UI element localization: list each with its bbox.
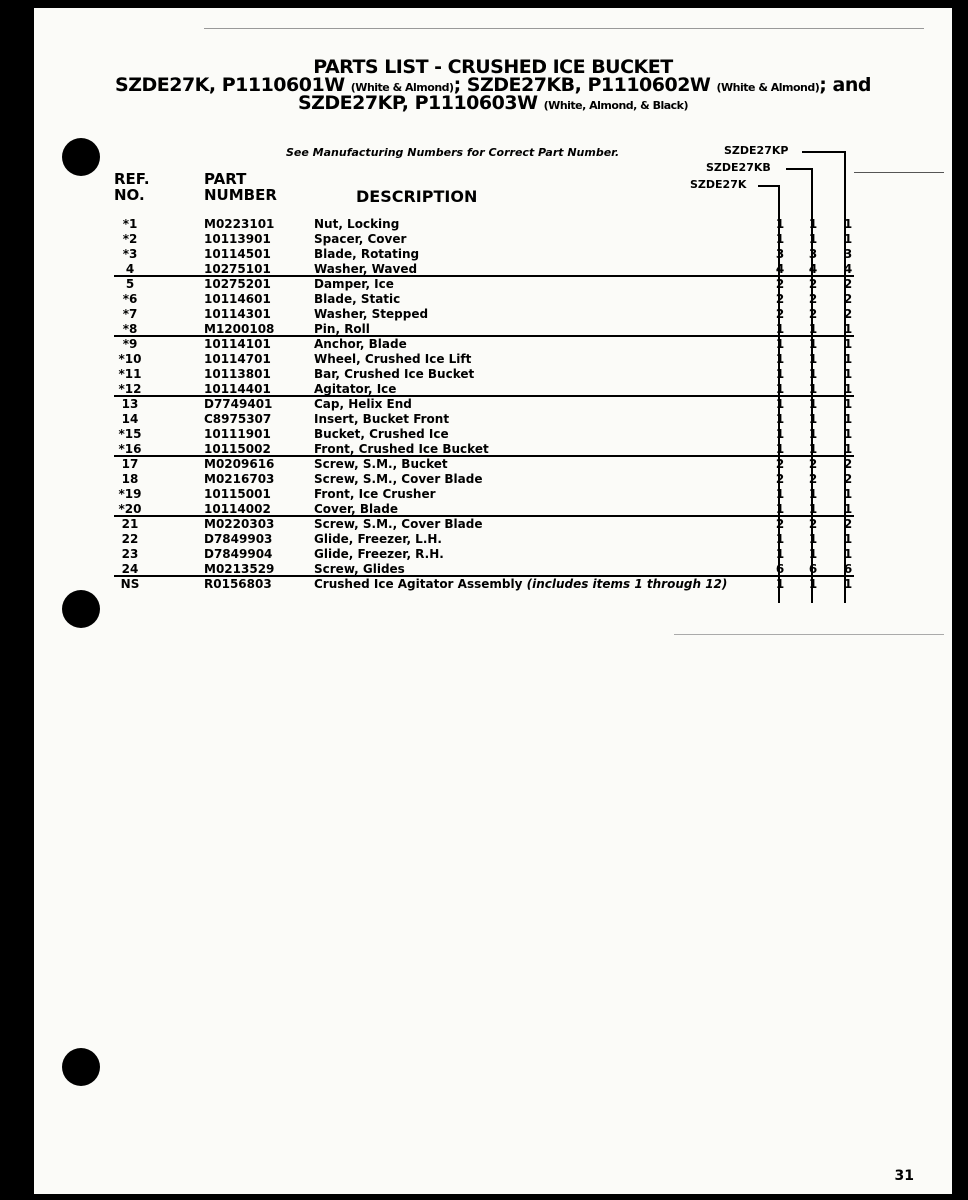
model-leader [758, 185, 780, 187]
ref-no-cell: *12 [118, 382, 142, 396]
qty-szde27kp-cell: 1 [843, 217, 853, 231]
qty-szde27k-cell: 3 [775, 247, 785, 261]
table-row [114, 322, 854, 337]
ref-no-cell: *6 [122, 292, 138, 306]
ref-no-cell: *8 [122, 322, 138, 336]
qty-szde27kp-cell: 1 [843, 367, 853, 381]
description-cell: Screw, S.M., Bucket [314, 457, 448, 471]
description-cell: Bucket, Crushed Ice [314, 427, 449, 441]
qty-szde27kb-cell: 1 [808, 547, 818, 561]
description-cell: Pin, Roll [314, 322, 370, 336]
qty-szde27kp-cell: 2 [843, 457, 853, 471]
description-cell: Glide, Freezer, L.H. [314, 532, 442, 546]
qty-szde27k-cell: 1 [775, 217, 785, 231]
ref-no-cell: 21 [121, 517, 139, 531]
qty-szde27k-cell: 2 [775, 277, 785, 291]
qty-szde27kp-cell: 2 [843, 472, 853, 486]
model-header-szde27kb: SZDE27KB [706, 161, 771, 174]
qty-szde27kp-cell: 1 [843, 547, 853, 561]
ref-no-cell: 17 [121, 457, 139, 471]
qty-szde27kb-cell: 1 [808, 487, 818, 501]
qty-szde27kb-cell: 6 [808, 562, 818, 576]
table-row [114, 517, 854, 532]
qty-szde27kp-cell: 2 [843, 277, 853, 291]
description-cell: Blade, Static [314, 292, 401, 306]
qty-szde27kb-cell: 1 [808, 217, 818, 231]
ref-no-cell: 5 [125, 277, 135, 291]
qty-szde27kb-cell: 2 [808, 517, 818, 531]
ref-no-cell: *16 [118, 442, 142, 456]
qty-szde27kb-cell: 1 [808, 397, 818, 411]
table-row [114, 337, 854, 352]
ref-no-cell: NS [120, 577, 140, 591]
qty-szde27k-cell: 1 [775, 442, 785, 456]
qty-szde27kp-cell: 6 [843, 562, 853, 576]
qty-szde27kp-cell: 2 [843, 307, 853, 321]
description-header: DESCRIPTION [356, 187, 478, 206]
description-cell: Glide, Freezer, R.H. [314, 547, 444, 561]
qty-szde27kp-cell: 1 [843, 322, 853, 336]
description-cell: Screw, S.M., Cover Blade [314, 472, 483, 486]
qty-szde27kb-cell: 1 [808, 352, 818, 366]
page-title: PARTS LIST - CRUSHED ICE BUCKET [313, 56, 673, 78]
qty-szde27kp-cell: 1 [843, 532, 853, 546]
qty-szde27k-cell: 1 [775, 412, 785, 426]
qty-szde27kp-cell: 4 [843, 262, 853, 276]
qty-szde27k-cell: 2 [775, 517, 785, 531]
ref-no-cell: 4 [125, 262, 135, 276]
part-number-cell: C8975307 [204, 412, 272, 426]
table-row [114, 277, 854, 292]
qty-szde27kb-cell: 1 [808, 232, 818, 246]
table-row [114, 307, 854, 322]
part-number-cell: 10114401 [204, 382, 271, 396]
table-row [114, 382, 854, 397]
description-text: Crushed Ice Agitator Assembly [314, 577, 523, 591]
description-cell: Wheel, Crushed Ice Lift [314, 352, 472, 366]
qty-szde27kb-cell: 1 [808, 502, 818, 516]
qty-szde27kb-cell: 2 [808, 307, 818, 321]
description-cell: Washer, Stepped [314, 307, 429, 321]
description-cell: Cover, Blade [314, 502, 398, 516]
part-number-cell: M0213529 [204, 562, 275, 576]
part-number-cell: 10275201 [204, 277, 271, 291]
table-row [114, 262, 854, 277]
qty-szde27k-cell: 1 [775, 352, 785, 366]
table-row [114, 217, 854, 232]
part-number-cell: D7849903 [204, 532, 273, 546]
part-number-cell: R0156803 [204, 577, 272, 591]
title-models-line-2: SZDE27KP, P1110603W (White, Almond, & Black) [297, 92, 689, 114]
qty-szde27kb-cell: 2 [808, 277, 818, 291]
qty-szde27k-cell: 2 [775, 292, 785, 306]
qty-szde27kp-cell: 3 [843, 247, 853, 261]
part-number-cell: 10113801 [204, 367, 271, 381]
ref-no-cell: 22 [121, 532, 139, 546]
qty-szde27kp-cell: 2 [843, 517, 853, 531]
table-row [114, 577, 854, 592]
qty-szde27k-cell: 6 [775, 562, 785, 576]
qty-szde27k-cell: 1 [775, 397, 785, 411]
qty-szde27kb-cell: 1 [808, 532, 818, 546]
part-number-cell: 10113901 [204, 232, 271, 246]
ref-no-cell: 23 [121, 547, 139, 561]
part-number-cell: 10115002 [204, 442, 271, 456]
ref-no-cell: *7 [122, 307, 138, 321]
parts-list-page [34, 8, 952, 1194]
description-cell: Agitator, Ice [314, 382, 397, 396]
table-row [114, 457, 854, 472]
ref-no-cell: 18 [121, 472, 139, 486]
description-cell: Blade, Rotating [314, 247, 420, 261]
table-row [114, 367, 854, 382]
description-cell: Washer, Waved [314, 262, 418, 276]
part-number-cell: M1200108 [204, 322, 275, 336]
scan-noise [674, 634, 944, 635]
qty-szde27k-cell: 1 [775, 382, 785, 396]
table-row [114, 487, 854, 502]
title-models-line-1: SZDE27K, P1110601W (White & Almond); SZDE27KB, P1110602W (White & Almond); and [115, 74, 871, 96]
description-cell: Spacer, Cover [314, 232, 407, 246]
binder-hole [62, 138, 100, 176]
description-cell: Cap, Helix End [314, 397, 412, 411]
part-number-cell: 10114101 [204, 337, 271, 351]
part-number-cell: 10115001 [204, 487, 271, 501]
qty-szde27kp-cell: 1 [843, 337, 853, 351]
qty-szde27kb-cell: 1 [808, 337, 818, 351]
ref-no-cell: *3 [122, 247, 138, 261]
part-number-cell: M0223101 [204, 217, 275, 231]
qty-szde27k-cell: 1 [775, 427, 785, 441]
qty-szde27kb-cell: 1 [808, 442, 818, 456]
page-number: 31 [894, 1168, 914, 1184]
model-header-szde27kp: SZDE27KP [724, 144, 789, 157]
table-row [114, 292, 854, 307]
description-cell: Bar, Crushed Ice Bucket [314, 367, 475, 381]
qty-szde27kb-cell: 4 [808, 262, 818, 276]
qty-szde27kb-cell: 2 [808, 457, 818, 471]
table-row [114, 412, 854, 427]
description-cell: Nut, Locking [314, 217, 400, 231]
ref-no-cell: *2 [122, 232, 138, 246]
description-cell: Screw, S.M., Cover Blade [314, 517, 483, 531]
model-leader [802, 151, 846, 153]
table-row [114, 502, 854, 517]
table-row [114, 397, 854, 412]
qty-szde27k-cell: 4 [775, 262, 785, 276]
qty-szde27kp-cell: 1 [843, 427, 853, 441]
qty-szde27k-cell: 2 [775, 457, 785, 471]
scan-noise [854, 172, 944, 173]
qty-szde27kp-cell: 1 [843, 577, 853, 591]
ref-no-cell: *9 [122, 337, 138, 351]
parts-table [114, 217, 854, 592]
qty-szde27kb-cell: 2 [808, 292, 818, 306]
ref-no-cell: *15 [118, 427, 142, 441]
part-number-cell: D7749401 [204, 397, 273, 411]
binder-hole [62, 590, 100, 628]
qty-szde27kb-cell: 3 [808, 247, 818, 261]
description-cell: Front, Ice Crusher [314, 487, 436, 501]
ref-no-cell: *1 [122, 217, 138, 231]
qty-szde27k-cell: 1 [775, 337, 785, 351]
ref-no-cell: 24 [121, 562, 139, 576]
qty-szde27k-cell: 1 [775, 502, 785, 516]
part-number-cell: M0220303 [204, 517, 275, 531]
qty-szde27kb-cell: 1 [808, 577, 818, 591]
qty-szde27k-cell: 1 [775, 487, 785, 501]
model-header-szde27k: SZDE27K [690, 178, 747, 191]
scan-noise [204, 28, 924, 29]
qty-szde27kp-cell: 1 [843, 442, 853, 456]
table-row [114, 442, 854, 457]
part-number-cell: 10275101 [204, 262, 271, 276]
table-row [114, 247, 854, 262]
qty-szde27k-cell: 1 [775, 322, 785, 336]
qty-szde27kb-cell: 1 [808, 412, 818, 426]
qty-szde27k-cell: 2 [775, 472, 785, 486]
part-number-cell: 10111901 [204, 427, 271, 441]
table-row [114, 232, 854, 247]
ref-no-cell: *19 [118, 487, 142, 501]
qty-szde27k-cell: 2 [775, 307, 785, 321]
description-cell: Screw, Glides [314, 562, 405, 576]
manufacturing-note: See Manufacturing Numbers for Correct Part Number. [286, 146, 620, 159]
ref-no-cell: 14 [121, 412, 139, 426]
qty-szde27kp-cell: 1 [843, 382, 853, 396]
qty-szde27kp-cell: 1 [843, 232, 853, 246]
ref-no-cell: 13 [121, 397, 139, 411]
qty-szde27kp-cell: 1 [843, 502, 853, 516]
part-number-cell: M0209616 [204, 457, 275, 471]
qty-szde27kb-cell: 1 [808, 367, 818, 381]
ref-no-cell: *10 [118, 352, 142, 366]
ref-no-cell: *11 [118, 367, 142, 381]
ref-no-header: REF. NO. [114, 170, 150, 204]
qty-szde27kp-cell: 1 [843, 487, 853, 501]
qty-szde27k-cell: 1 [775, 232, 785, 246]
description-cell: Damper, Ice [314, 277, 394, 291]
ref-no-cell: *20 [118, 502, 142, 516]
binder-hole [62, 1048, 100, 1086]
table-row [114, 472, 854, 487]
qty-szde27kb-cell: 2 [808, 472, 818, 486]
table-row [114, 547, 854, 562]
model-leader [786, 168, 813, 170]
table-row [114, 352, 854, 367]
part-number-cell: 10114701 [204, 352, 271, 366]
description-cell: Front, Crushed Ice Bucket [314, 442, 489, 456]
description-cell: Anchor, Blade [314, 337, 407, 351]
description-note: (includes items 1 through 12) [526, 577, 728, 591]
qty-szde27k-cell: 1 [775, 577, 785, 591]
description-cell [314, 577, 727, 592]
qty-szde27kb-cell: 1 [808, 427, 818, 441]
part-number-cell: 10114301 [204, 307, 271, 321]
description-cell: Insert, Bucket Front [314, 412, 450, 426]
part-number-cell: 10114002 [204, 502, 271, 516]
qty-szde27kp-cell: 1 [843, 352, 853, 366]
qty-szde27kb-cell: 1 [808, 322, 818, 336]
part-number-cell: M0216703 [204, 472, 275, 486]
part-number-cell: 10114501 [204, 247, 271, 261]
qty-szde27kb-cell: 1 [808, 382, 818, 396]
qty-szde27k-cell: 1 [775, 367, 785, 381]
table-row [114, 562, 854, 577]
part-number-header: PART NUMBER [204, 170, 277, 204]
part-number-cell: 10114601 [204, 292, 271, 306]
qty-szde27kp-cell: 1 [843, 412, 853, 426]
qty-szde27k-cell: 1 [775, 532, 785, 546]
table-row [114, 427, 854, 442]
qty-szde27kp-cell: 2 [843, 292, 853, 306]
qty-szde27k-cell: 1 [775, 547, 785, 561]
part-number-cell: D7849904 [204, 547, 273, 561]
qty-szde27kp-cell: 1 [843, 397, 853, 411]
table-row [114, 532, 854, 547]
